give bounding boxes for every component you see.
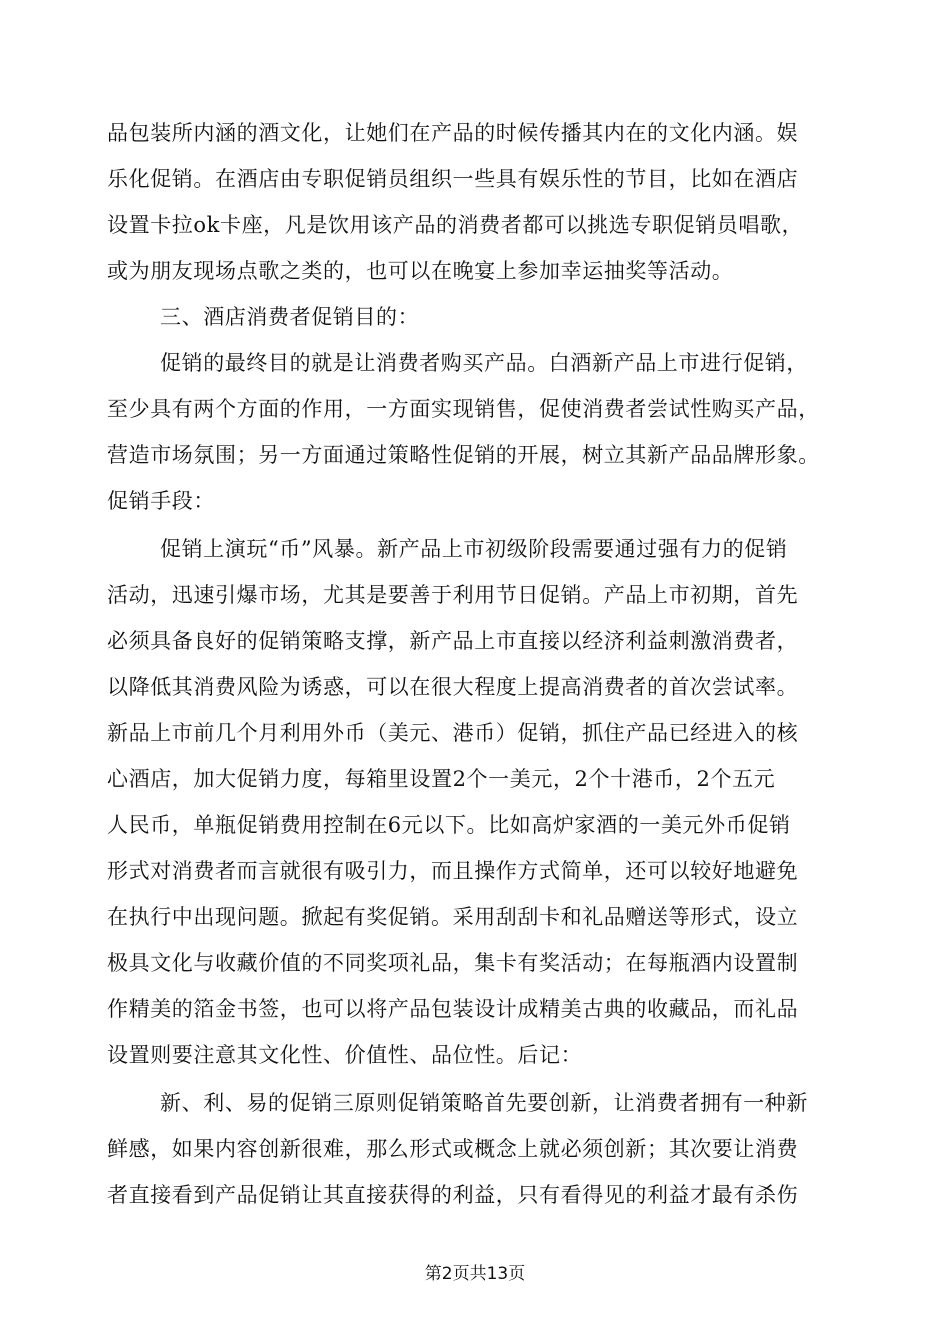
text-line: 营造市场氛围；另一方面通过策略性促销的开展，树立其新产品品牌形象。 [107,443,820,467]
text-line: 人民币，单瓶促销费用控制在6元以下。比如高炉家酒的一美元外币促销 [107,813,791,837]
section-heading: 三、酒店消费者促销目的： [160,305,420,329]
text-line: 以降低其消费风险为诱惑，可以在很大程度上提高消费者的首次尝试率。 [107,675,799,699]
text-line: 形式对消费者而言就很有吸引力，而且操作方式简单，还可以较好地避免 [107,859,799,883]
text-line: 乐化促销。在酒店由专职促销员组织一些具有娱乐性的节目，比如在酒店 [107,167,799,191]
text-line: 促销上演玩“币”风暴。新产品上市初级阶段需要通过强有力的促销 [160,537,788,561]
text-line: 在执行中出现问题。掀起有奖促销。采用刮刮卡和礼品赠送等形式，设立 [107,905,799,929]
text-line: 或为朋友现场点歌之类的，也可以在晚宴上参加幸运抽奖等活动。 [107,259,734,283]
text-line: 新品上市前几个月利用外币（美元、港币）促销，抓住产品已经进入的核 [107,721,799,745]
text-line: 新、利、易的促销三原则促销策略首先要创新，让消费者拥有一种新 [160,1091,808,1115]
text-line: 鲜感，如果内容创新很难，那么形式或概念上就必须创新；其次要让消费 [107,1137,799,1161]
text-line: 设置则要注意其文化性、价值性、品位性。后记： [107,1043,583,1067]
text-line: 活动，迅速引爆市场，尤其是要善于利用节日促销。产品上市初期，首先 [107,583,799,607]
text-line: 极具文化与收藏价值的不同奖项礼品，集卡有奖活动；在每瓶酒内设置制 [107,951,799,975]
text-line: 促销的最终目的就是让消费者购买产品。白酒新产品上市进行促销， [160,351,808,375]
text-line: 作精美的箔金书签，也可以将产品包装设计成精美古典的收藏品，而礼品 [107,997,799,1021]
text-line: 品包装所内涵的酒文化，让她们在产品的时候传播其内在的文化内涵。娱 [107,121,799,145]
text-line: 必须具备良好的促销策略支撑，新产品上市直接以经济利益刺激消费者， [107,629,799,653]
page-number-footer: 第2页共13页 [424,1264,526,1284]
text-line: 设置卡拉ok卡座，凡是饮用该产品的消费者都可以挑选专职促销员唱歌， [107,213,804,237]
text-line: 者直接看到产品促销让其直接获得的利益，只有看得见的利益才最有杀伤 [107,1183,799,1207]
text-line: 至少具有两个方面的作用，一方面实现销售，促使消费者尝试性购买产品， [107,397,820,421]
text-line: 促销手段： [107,489,215,513]
text-line: 心酒店，加大促销力度，每箱里设置2个一美元，2个十港币，2个五元 [107,767,776,791]
